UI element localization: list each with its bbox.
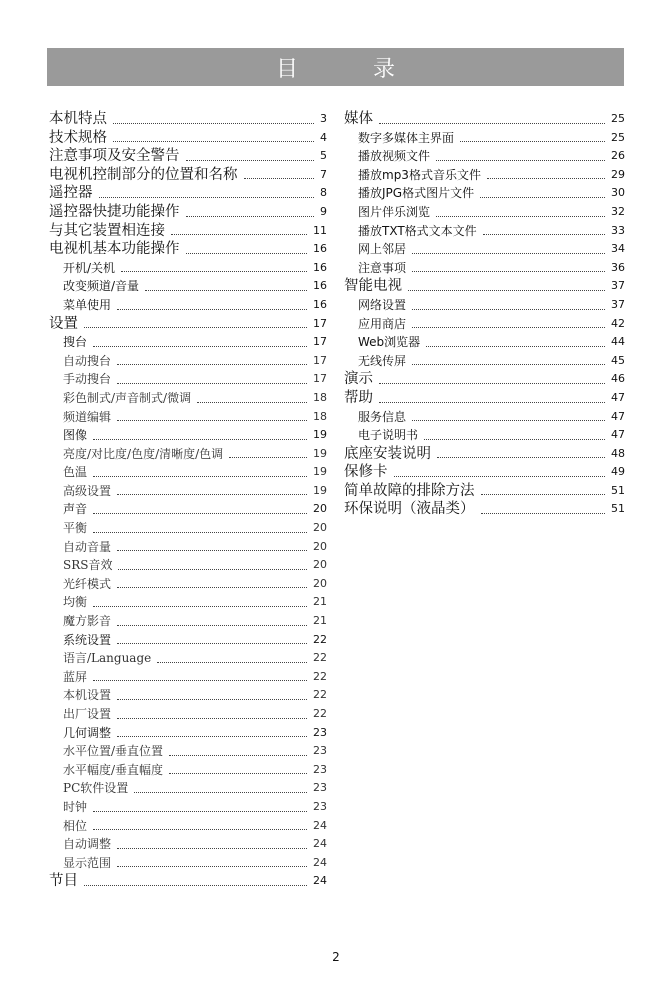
toc-entry-title: 服务信息 — [358, 409, 407, 424]
toc-entry-title: 技术规格 — [49, 129, 107, 146]
toc-entry-page: 49 — [611, 465, 625, 479]
toc-entry[interactable] — [49, 575, 327, 594]
toc-entry-page: 36 — [611, 260, 625, 274]
toc-entry-title: 设置 — [49, 315, 78, 332]
toc-entry-title: 演示 — [344, 371, 373, 388]
toc-entry-page: 37 — [611, 297, 625, 311]
toc-entry-title: 帮助 — [344, 389, 373, 406]
toc-entry[interactable] — [49, 649, 327, 668]
toc-entry-page: 11 — [313, 223, 327, 237]
dot-leader — [426, 346, 605, 347]
toc-entry[interactable] — [49, 203, 327, 222]
toc-entry-page: 22 — [313, 669, 327, 683]
toc-entry[interactable] — [49, 817, 327, 836]
toc-entry-page: 5 — [320, 149, 327, 163]
toc-entry[interactable] — [344, 315, 625, 334]
toc-entry-title: 亮度/对比度/色度/清晰度/色调 — [63, 446, 224, 461]
dot-leader — [436, 216, 605, 217]
toc-entry-page: 26 — [611, 149, 625, 163]
toc-entry-title: 播放视频文件 — [358, 149, 431, 164]
dot-leader — [157, 662, 307, 663]
dot-leader — [186, 253, 308, 254]
toc-entry[interactable] — [49, 389, 327, 408]
toc-entry-title: 平衡 — [63, 521, 88, 536]
toc-entry-title: 均衡 — [63, 595, 88, 610]
toc-entry-page: 17 — [313, 335, 327, 349]
dot-leader — [84, 885, 307, 886]
toc-entry[interactable] — [344, 389, 625, 408]
dot-leader — [437, 457, 605, 458]
dot-leader — [412, 271, 605, 272]
toc-entry-title: 开机/关机 — [63, 260, 116, 275]
page-number: 2 — [332, 950, 340, 964]
dot-leader — [186, 160, 315, 161]
toc-entry[interactable] — [344, 370, 625, 389]
toc-entry[interactable] — [49, 240, 327, 259]
toc-entry-page: 34 — [611, 242, 625, 256]
toc-entry-title: 搜台 — [63, 335, 88, 350]
toc-entry-title: 光纤模式 — [63, 576, 112, 591]
dot-leader — [93, 439, 307, 440]
toc-entry[interactable] — [344, 333, 625, 352]
toc-entry-title: 注意事项及安全警告 — [49, 148, 180, 165]
toc-entry-page: 29 — [611, 167, 625, 181]
toc-entry[interactable] — [49, 259, 327, 278]
toc-entry-page: 23 — [313, 799, 327, 813]
dot-leader — [93, 829, 307, 830]
dot-leader — [99, 197, 315, 198]
toc-entry-title: 自动音量 — [63, 539, 112, 554]
toc-entry[interactable] — [49, 854, 327, 873]
toc-entry-title: 声音 — [63, 502, 88, 517]
toc-entry-title: 节目 — [49, 873, 78, 890]
toc-entry-page: 18 — [313, 409, 327, 423]
toc-entry-title: 自动搜台 — [63, 353, 112, 368]
toc-entry[interactable] — [344, 259, 625, 278]
toc-entry[interactable] — [49, 166, 327, 185]
toc-entry-page: 19 — [313, 446, 327, 460]
toc-entry-page: 24 — [313, 818, 327, 832]
dot-leader — [424, 439, 605, 440]
toc-entry-page: 3 — [320, 112, 327, 125]
dot-leader — [412, 364, 605, 365]
toc-entry[interactable] — [49, 761, 327, 780]
dot-leader — [487, 178, 605, 179]
toc-entry-page: 21 — [313, 614, 327, 628]
toc-entry-page: 20 — [313, 521, 327, 535]
toc-entry-title: 智能电视 — [344, 278, 402, 295]
toc-entry-title: PC软件设置 — [63, 781, 129, 796]
toc-entry-page: 22 — [313, 651, 327, 665]
toc-entry-title: 水平幅度/垂直幅度 — [63, 762, 164, 777]
dot-leader — [145, 290, 307, 291]
dot-leader — [412, 420, 605, 421]
toc-entry-title: 遥控器快捷功能操作 — [49, 203, 180, 220]
toc-entry[interactable] — [49, 705, 327, 724]
toc-entry[interactable] — [49, 593, 327, 612]
toc-left-column — [49, 110, 327, 891]
dot-leader — [113, 141, 314, 142]
toc-entry[interactable] — [49, 296, 327, 315]
toc-entry-page: 20 — [313, 558, 327, 572]
toc-entry-page: 24 — [313, 855, 327, 869]
dot-leader — [113, 123, 314, 124]
toc-entry-title: 与其它装置相连接 — [49, 222, 165, 239]
dot-leader — [117, 866, 307, 867]
toc-entry-page: 42 — [611, 316, 625, 330]
dot-leader — [117, 699, 307, 700]
dot-leader — [186, 216, 315, 217]
toc-entry-title: 菜单使用 — [63, 297, 112, 312]
toc-entry-title: SRS音效 — [63, 558, 113, 573]
toc-entry-page: 22 — [313, 632, 327, 646]
toc-entry-page: 20 — [313, 502, 327, 516]
toc-entry-title: 频道编辑 — [63, 409, 112, 424]
toc-entry[interactable] — [49, 463, 327, 482]
dot-leader — [117, 494, 307, 495]
dot-leader — [117, 383, 307, 384]
toc-entry[interactable] — [49, 408, 327, 427]
dot-leader — [412, 327, 605, 328]
toc-entry-title: 图像 — [63, 428, 88, 443]
toc-entry-title: 电子说明书 — [358, 428, 419, 443]
toc-entry[interactable] — [49, 147, 327, 166]
toc-entry-title: 蓝屏 — [63, 669, 88, 684]
dot-leader — [436, 160, 605, 161]
toc-entry-title: 出厂设置 — [63, 707, 112, 721]
toc-entry-page: 4 — [320, 130, 327, 144]
dot-leader — [394, 476, 606, 477]
toc-entry-page: 8 — [320, 186, 327, 200]
toc-entry-page: 45 — [611, 353, 625, 367]
toc-entry-page: 17 — [313, 316, 327, 330]
toc-entry[interactable] — [344, 110, 625, 129]
dot-leader — [84, 327, 307, 328]
dot-leader — [379, 402, 605, 403]
toc-entry[interactable] — [49, 538, 327, 557]
toc-entry-page: 17 — [313, 353, 327, 367]
toc-entry-page: 24 — [313, 837, 327, 851]
toc-entry[interactable] — [344, 240, 625, 259]
toc-entry[interactable] — [49, 668, 327, 687]
toc-entry-page: 23 — [313, 781, 327, 795]
toc-entry-title: 媒体 — [344, 111, 373, 127]
dot-leader — [118, 569, 307, 570]
dot-leader — [481, 513, 606, 514]
toc-entry-title: Web浏览器 — [358, 335, 421, 350]
toc-title-banner — [47, 48, 624, 86]
toc-entry[interactable] — [49, 724, 327, 743]
dot-leader — [412, 253, 605, 254]
toc-entry-page: 51 — [611, 483, 625, 497]
toc-entry[interactable] — [49, 482, 327, 501]
toc-entry-title: 自动调整 — [63, 837, 112, 852]
dot-leader — [460, 141, 605, 142]
dot-leader — [93, 532, 307, 533]
toc-entry-title: 手动搜台 — [63, 372, 112, 387]
dot-leader — [117, 718, 307, 719]
toc-entry-page: 16 — [313, 260, 327, 274]
toc-entry[interactable] — [49, 519, 327, 538]
toc-entry[interactable] — [49, 129, 327, 148]
toc-entry-title: 显示范围 — [63, 855, 112, 870]
toc-entry-page: 16 — [313, 279, 327, 293]
toc-entry[interactable] — [49, 352, 327, 371]
toc-entry[interactable] — [344, 296, 625, 315]
dot-leader — [117, 848, 307, 849]
toc-entry[interactable] — [344, 426, 625, 445]
toc-entry-page: 25 — [611, 130, 625, 144]
toc-entry-title: 遥控器 — [49, 185, 93, 202]
toc-entry-page: 21 — [313, 595, 327, 609]
toc-entry-page: 47 — [611, 409, 625, 423]
dot-leader — [134, 792, 307, 793]
dot-leader — [117, 587, 307, 588]
toc-entry-page: 23 — [313, 725, 327, 739]
toc-entry[interactable] — [49, 315, 327, 334]
toc-entry-page: 30 — [611, 186, 625, 200]
toc-entry[interactable] — [344, 203, 625, 222]
toc-entry-title: 本机设置 — [63, 688, 112, 703]
toc-entry[interactable] — [344, 500, 625, 519]
toc-entry[interactable] — [344, 408, 625, 427]
toc-entry[interactable] — [344, 482, 625, 501]
toc-entry-title: 电视机基本功能操作 — [49, 241, 180, 258]
dot-leader — [379, 123, 605, 124]
dot-leader — [93, 606, 307, 607]
dot-leader — [93, 811, 307, 812]
toc-entry[interactable] — [344, 352, 625, 371]
toc-entry[interactable] — [49, 872, 327, 891]
toc-entry-title: 数字多媒体主界面 — [358, 130, 455, 145]
toc-entry[interactable] — [344, 445, 625, 464]
toc-entry-title: 时钟 — [63, 799, 88, 814]
toc-entry[interactable] — [49, 110, 327, 129]
toc-entry-title: 网络设置 — [358, 297, 407, 312]
toc-entry[interactable] — [49, 222, 327, 241]
toc-entry-page: 17 — [313, 372, 327, 386]
toc-entry-page: 19 — [313, 428, 327, 442]
toc-entry[interactable] — [344, 222, 625, 241]
toc-entry-page: 20 — [313, 539, 327, 553]
dot-leader — [412, 309, 605, 310]
page-title: 目 录 — [276, 56, 429, 82]
toc-entry-title: 播放mp3格式音乐文件 — [358, 167, 481, 182]
toc-entry[interactable] — [344, 129, 625, 148]
toc-entry[interactable] — [49, 426, 327, 445]
toc-entry-title: 保修卡 — [344, 464, 388, 481]
toc-entry-title: 图片伴乐浏览 — [358, 204, 431, 219]
dot-leader — [229, 457, 307, 458]
toc-entry-title: 播放JPG格式图片文件 — [358, 186, 475, 201]
dot-leader — [117, 625, 307, 626]
dot-leader — [117, 550, 307, 551]
toc-entry[interactable] — [344, 147, 625, 166]
dot-leader — [121, 271, 307, 272]
toc-entry-title: 色温 — [63, 465, 88, 480]
toc-entry[interactable] — [49, 333, 327, 352]
toc-entry-page: 9 — [320, 204, 327, 218]
toc-entry[interactable] — [49, 500, 327, 519]
toc-entry[interactable] — [49, 445, 327, 464]
dot-leader — [93, 346, 307, 347]
dot-leader — [169, 773, 307, 774]
dot-leader — [117, 736, 307, 737]
toc-entry-page: 24 — [313, 874, 327, 888]
dot-leader — [117, 420, 307, 421]
toc-entry-page: 16 — [313, 297, 327, 311]
toc-entry-title: 应用商店 — [358, 316, 407, 331]
dot-leader — [93, 476, 307, 477]
dot-leader — [483, 234, 605, 235]
toc-entry-title: 注意事项 — [358, 260, 407, 275]
toc-entry[interactable] — [49, 277, 327, 296]
dot-leader — [379, 383, 605, 384]
toc-entry[interactable] — [49, 742, 327, 761]
toc-entry-title: 网上邻居 — [358, 242, 407, 257]
toc-entry-page: 33 — [611, 223, 625, 237]
toc-entry[interactable] — [49, 612, 327, 631]
toc-entry-page: 22 — [313, 707, 327, 720]
toc-entry-page: 22 — [313, 688, 327, 702]
toc-entry-page: 19 — [313, 465, 327, 479]
toc-entry-page: 25 — [611, 112, 625, 125]
dot-leader — [117, 309, 307, 310]
toc-entry-page: 19 — [313, 483, 327, 497]
toc-entry[interactable] — [344, 463, 625, 482]
toc-entry-title: 简单故障的排除方法 — [344, 482, 475, 499]
dot-leader — [171, 234, 307, 235]
toc-entry-page: 37 — [611, 279, 625, 293]
toc-entry[interactable] — [49, 686, 327, 705]
toc-entry-page: 32 — [611, 204, 625, 218]
toc-entry-page: 23 — [313, 762, 327, 776]
toc-entry-page: 46 — [611, 372, 625, 386]
toc-entry-title: 相位 — [63, 818, 88, 833]
toc-entry[interactable] — [344, 166, 625, 185]
toc-entry-title: 电视机控制部分的位置和名称 — [49, 166, 238, 183]
dot-leader — [169, 755, 307, 756]
toc-entry-title: 播放TXT格式文本文件 — [358, 223, 477, 238]
toc-entry-title: 底座安装说明 — [344, 445, 431, 462]
toc-entry-page: 51 — [611, 502, 625, 516]
dot-leader — [117, 643, 307, 644]
toc-entry[interactable] — [49, 370, 327, 389]
toc-entry-page: 47 — [611, 390, 625, 404]
toc-entry-title: 改变频道/音量 — [63, 279, 140, 294]
toc-right-column — [344, 110, 625, 519]
dot-leader — [480, 197, 605, 198]
toc-entry[interactable] — [49, 798, 327, 817]
toc-entry-title: 本机特点 — [49, 111, 107, 127]
toc-entry-page: 7 — [320, 167, 327, 181]
toc-entry-page: 18 — [313, 390, 327, 404]
dot-leader — [244, 178, 315, 179]
toc-entry-page: 23 — [313, 744, 327, 758]
toc-entry-page: 20 — [313, 576, 327, 590]
toc-entry-title: 水平位置/垂直位置 — [63, 744, 164, 759]
dot-leader — [408, 290, 605, 291]
toc-entry-title: 语言/Language — [63, 651, 152, 666]
dot-leader — [481, 494, 606, 495]
toc-entry[interactable] — [344, 277, 625, 296]
dot-leader — [197, 402, 307, 403]
toc-entry-title: 系统设置 — [63, 632, 112, 647]
toc-entry-page: 44 — [611, 335, 625, 349]
dot-leader — [117, 364, 307, 365]
toc-entry[interactable] — [49, 184, 327, 203]
toc-entry-title: 无线传屏 — [358, 353, 407, 368]
toc-entry-title: 彩色制式/声音制式/微调 — [63, 390, 192, 405]
toc-entry-page: 48 — [611, 446, 625, 460]
toc-entry-title: 环保说明（液晶类） — [344, 501, 475, 518]
dot-leader — [93, 680, 307, 681]
toc-entry-page: 16 — [313, 242, 327, 256]
toc-entry[interactable] — [49, 556, 327, 575]
toc-entry[interactable] — [49, 779, 327, 798]
toc-entry[interactable] — [49, 631, 327, 650]
toc-entry[interactable] — [344, 184, 625, 203]
toc-entry-title: 几何调整 — [63, 725, 112, 740]
toc-entry[interactable] — [49, 835, 327, 854]
toc-entry-page: 47 — [611, 428, 625, 442]
toc-entry-title: 魔方影音 — [63, 614, 112, 629]
toc-entry-title: 高级设置 — [63, 483, 112, 498]
dot-leader — [93, 513, 307, 514]
